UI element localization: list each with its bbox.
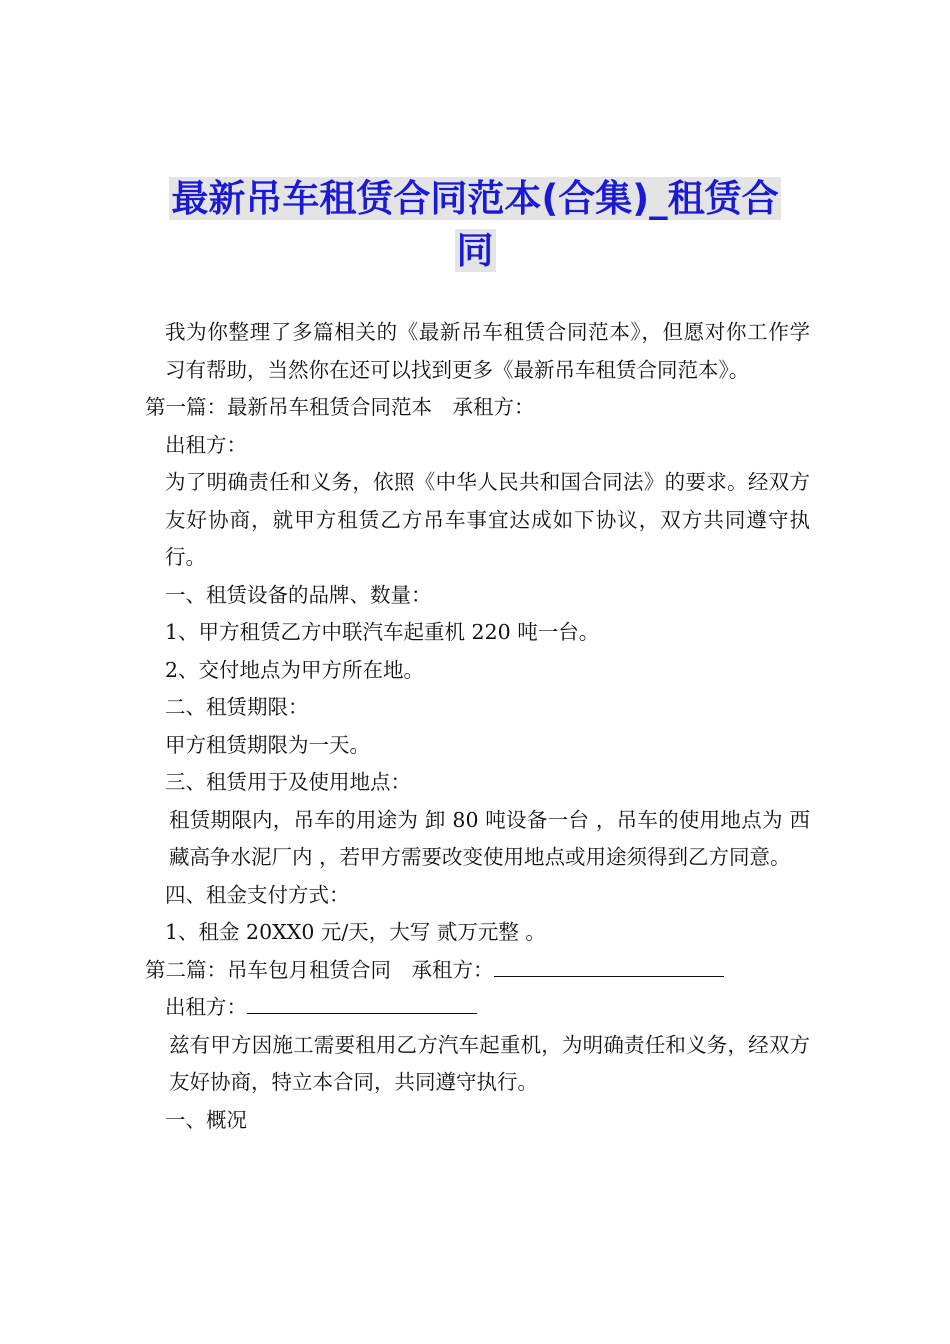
paragraph-clause-4: 四、租金支付方式：: [165, 882, 350, 907]
lessor-blank-line: [247, 995, 477, 1014]
document-body: [145, 314, 810, 1139]
paragraph-section-2-heading: [145, 952, 810, 990]
paragraph-clause-1-item-1: 1、甲方租赁乙方中联汽车起重机 220 吨一台。: [165, 620, 600, 644]
paragraph-clause-1: 一、租赁设备的品牌、数量：: [165, 582, 432, 607]
paragraph-clause-3: 三、租赁用于及使用地点：: [165, 770, 411, 794]
document-title: [150, 173, 800, 277]
paragraph-clause-4-item-1: 1、租金 20XX0 元/天，大写 贰万元整 。: [165, 920, 546, 944]
section-2-lessor-text: 出租方：: [165, 995, 247, 1019]
paragraph-section-2-overview: 一、概况: [165, 1107, 247, 1132]
paragraph-intro: 我为你整理了多篇相关的《最新吊车租赁合同范本》，但愿对你工作学习有帮助，当然你在还可以找到更多《最新吊车租赁合同范本》。: [165, 320, 810, 382]
title-line-2: 同: [456, 229, 494, 272]
lessee-blank-line: [494, 958, 724, 977]
paragraph-section-1-heading: 第一篇：最新吊车租赁合同范本 承租方：: [145, 395, 535, 419]
paragraph-purpose: 为了明确责任和义务，依照《中华人民共和国合同法》的要求。经双方友好协商，就甲方租赁乙方吊车事宜达成如下协议，双方共同遵守执行。: [165, 470, 810, 569]
paragraph-clause-2: 二、租赁期限：: [165, 695, 309, 719]
paragraph-clause-1-item-2: 2、交付地点为甲方所在地。: [165, 657, 425, 682]
title-line-1: 最新吊车租赁合同范本(合集)_租赁合: [171, 177, 779, 220]
paragraph-section-2-lessor: [145, 989, 810, 1027]
paragraph-clause-3-text: 租赁期限内，吊车的用途为 卸 80 吨设备一台 ，吊车的使用地点为 西藏高争水泥厂内 ，若甲方需要改变使用地点或用途须得到乙方同意。: [169, 807, 810, 869]
paragraph-section-2-purpose: 兹有甲方因施工需要租用乙方汽车起重机，为明确责任和义务，经双方友好协商，特立本合同，共同遵守执行。: [169, 1032, 810, 1094]
section-2-heading-text: 第二篇：吊车包月租赁合同 承租方：: [145, 957, 494, 982]
paragraph-lessor: 出租方：: [165, 432, 247, 457]
paragraph-clause-2-text: 甲方租赁期限为一天。: [165, 732, 370, 757]
